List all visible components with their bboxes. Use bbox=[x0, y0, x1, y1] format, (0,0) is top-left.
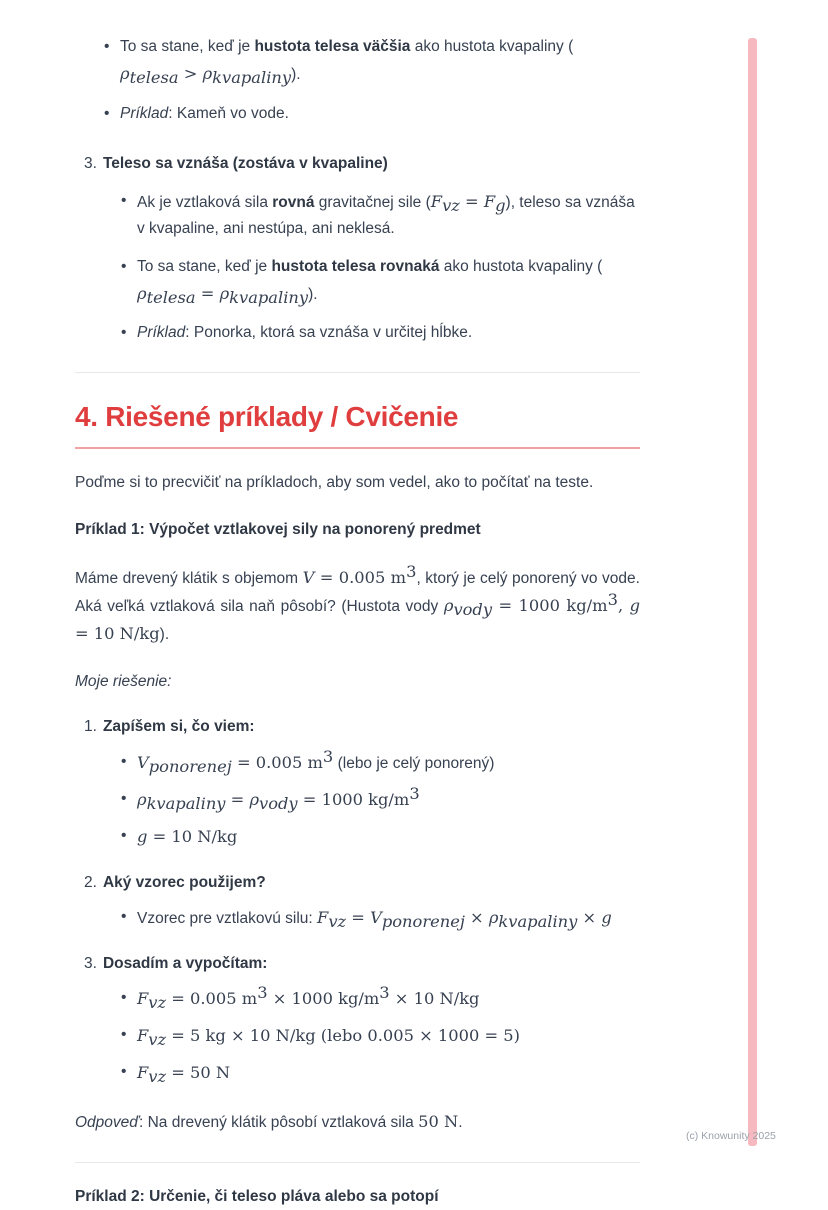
text-segment: , ktorý je celý ponorený vo vode. Aká veľká vztlaková sila naň pôsobí? (Hustota vody bbox=[75, 570, 640, 616]
list-item bbox=[120, 823, 640, 851]
text-segment: Príklad bbox=[137, 324, 186, 342]
list-item bbox=[120, 746, 640, 777]
bullet-list-top bbox=[103, 34, 640, 127]
text-segment: = bbox=[346, 907, 371, 927]
text-segment: F bbox=[483, 192, 496, 212]
text-segment: = bbox=[459, 192, 484, 212]
text-segment: : Na drevený klátik pôsobí vztlaková sila bbox=[138, 1113, 419, 1131]
list-item bbox=[120, 254, 640, 308]
text-segment: ρ bbox=[488, 907, 499, 927]
text-segment: ρ bbox=[249, 789, 260, 809]
text-segment: vody bbox=[453, 600, 493, 620]
text-segment: vz bbox=[148, 1066, 167, 1086]
example1-problem bbox=[75, 564, 640, 648]
text-segment: ponorenej bbox=[381, 911, 465, 931]
text-segment: g bbox=[495, 196, 506, 216]
text-segment: F bbox=[137, 988, 149, 1008]
step-number: 1. bbox=[84, 718, 97, 736]
text-segment: To sa stane, keď je bbox=[137, 258, 272, 276]
step-title bbox=[84, 870, 640, 896]
text-segment: ako hustota kvapaliny ( bbox=[439, 258, 603, 276]
step-number: 3. bbox=[84, 954, 97, 972]
text-segment: g bbox=[629, 596, 640, 616]
list-item bbox=[120, 904, 640, 932]
text-segment: hustota telesa rovnaká bbox=[271, 258, 440, 276]
text-segment: : Kameň vo vode. bbox=[168, 105, 289, 123]
bullet-list-item3 bbox=[120, 188, 640, 346]
list-item-text bbox=[137, 907, 612, 931]
bullet-marker: • bbox=[121, 258, 127, 276]
step-title bbox=[84, 714, 640, 740]
text-segment: kvapaliny bbox=[498, 911, 578, 931]
text-segment: ρ bbox=[202, 64, 213, 84]
list-item-text bbox=[137, 324, 472, 341]
text-segment: V bbox=[302, 568, 315, 588]
text-segment: ). bbox=[291, 66, 301, 84]
list-item bbox=[120, 1059, 640, 1087]
text-segment: vody bbox=[259, 793, 298, 813]
step-bullets bbox=[120, 982, 640, 1087]
numbered-item-3 bbox=[84, 151, 640, 346]
text-segment: ρ bbox=[137, 284, 147, 304]
text-segment: = 50 N bbox=[166, 1062, 231, 1082]
step-bullets bbox=[120, 904, 640, 932]
bullet-marker: • bbox=[121, 826, 127, 844]
list-item bbox=[103, 101, 640, 127]
list-item-text bbox=[137, 1062, 231, 1086]
page-accent-bar bbox=[748, 38, 757, 1146]
text-segment: V bbox=[370, 907, 382, 927]
numbered-item-title bbox=[84, 151, 640, 177]
text-segment: = 0.005 m bbox=[166, 988, 258, 1008]
text-segment: = 10 N/kg bbox=[147, 826, 238, 846]
bullet-marker: • bbox=[121, 907, 127, 925]
text-segment: Príklad bbox=[120, 105, 169, 123]
text-segment: vz bbox=[148, 1029, 167, 1049]
list-item-text bbox=[137, 826, 238, 846]
section-divider bbox=[75, 1162, 640, 1163]
text-segment: 3 bbox=[607, 590, 618, 610]
text-segment: 3 bbox=[379, 982, 390, 1002]
text-segment: 3 bbox=[257, 982, 268, 1002]
list-item-text bbox=[120, 105, 289, 122]
text-segment: ), teleso sa vznáša v kvapaline, ani nestúpa, ani neklesá. bbox=[137, 194, 635, 238]
watermark: (c) Knowunity 2025 bbox=[686, 1130, 776, 1142]
text-segment: Ak je vztlaková sila bbox=[137, 194, 273, 212]
text-segment: vz bbox=[328, 911, 347, 931]
text-segment: × 1000 kg/m bbox=[267, 988, 380, 1008]
text-segment: 3 bbox=[409, 783, 420, 803]
answer-paragraph bbox=[75, 1108, 640, 1136]
text-segment: kvapaliny bbox=[146, 793, 226, 813]
section-heading: 4. Riešené príklady / Cvičenie bbox=[75, 399, 640, 449]
solution-label: Moje riešenie: bbox=[75, 673, 172, 691]
bullet-marker: • bbox=[121, 1062, 127, 1080]
text-segment: 3 bbox=[406, 562, 417, 582]
bullet-marker: • bbox=[121, 1025, 127, 1043]
step-title-text: Dosadím a vypočítam: bbox=[102, 954, 268, 972]
text-segment: vz bbox=[442, 196, 460, 216]
text-segment: > bbox=[178, 64, 203, 84]
step-2 bbox=[84, 870, 640, 932]
text-segment: = 10 N/kg bbox=[75, 624, 160, 644]
text-segment: , bbox=[617, 596, 630, 616]
text-segment: g bbox=[137, 826, 148, 846]
text-segment: F bbox=[317, 907, 329, 927]
intro-paragraph: Poďme si to precvičiť na príkladoch, aby som vedel, ako to počítať na teste. bbox=[75, 474, 594, 492]
text-segment: ako hustota kvapaliny ( bbox=[410, 38, 574, 55]
bullet-marker: • bbox=[121, 988, 127, 1006]
text-segment: = 5 kg × 10 N/kg (lebo 0.005 × 1000 = 5) bbox=[166, 1025, 520, 1045]
step-number: 2. bbox=[84, 873, 97, 891]
text-segment: F bbox=[137, 1025, 149, 1045]
list-item bbox=[120, 320, 640, 346]
text-segment: gravitačnej sile ( bbox=[314, 194, 431, 212]
list-item-text bbox=[137, 783, 420, 813]
text-segment: Vzorec pre vztlakovú silu: bbox=[137, 909, 318, 927]
text-segment: vz bbox=[148, 992, 167, 1012]
text-segment: = 1000 kg/m bbox=[297, 789, 410, 809]
text-segment: Odpoveď bbox=[75, 1113, 139, 1131]
text-segment: Máme drevený klátik s objemom bbox=[75, 570, 303, 588]
text-segment: V bbox=[137, 752, 149, 772]
text-segment: : Ponorka, ktorá sa vznáša v určitej hĺbke. bbox=[185, 324, 473, 342]
text-segment: ρ bbox=[120, 64, 130, 84]
list-item-text bbox=[137, 194, 635, 237]
bullet-marker: • bbox=[121, 752, 127, 770]
text-segment: kvapaliny bbox=[212, 68, 292, 88]
text-segment: rovná bbox=[272, 194, 315, 212]
text-segment: × bbox=[577, 907, 602, 927]
text-segment: ρ bbox=[137, 789, 147, 809]
bullet-marker: • bbox=[121, 192, 127, 210]
text-segment: To sa stane, keď je bbox=[120, 38, 255, 55]
item-title-text: Teleso sa vznáša (zostáva v kvapaline) bbox=[102, 155, 388, 173]
list-item-text bbox=[137, 982, 480, 1012]
example1-title: Príklad 1: Výpočet vztlakovej sily na ponorený predmet bbox=[75, 521, 481, 539]
text-segment: F bbox=[430, 192, 443, 212]
bullet-marker: • bbox=[104, 105, 110, 123]
step-title-text: Aký vzorec použijem? bbox=[102, 873, 266, 891]
text-segment: ponorenej bbox=[148, 756, 232, 776]
bullet-marker: • bbox=[104, 38, 110, 55]
text-segment: 50 N bbox=[418, 1111, 459, 1131]
list-item bbox=[120, 982, 640, 1013]
text-segment: ). bbox=[159, 626, 170, 644]
text-segment: = 0.005 m bbox=[314, 568, 407, 588]
text-segment: ρ bbox=[443, 596, 454, 616]
text-segment: × 10 N/kg bbox=[389, 988, 480, 1008]
step-title bbox=[84, 951, 640, 977]
section-divider bbox=[75, 372, 640, 373]
text-segment: telesa bbox=[129, 68, 179, 88]
step-3 bbox=[84, 951, 640, 1087]
text-segment: (lebo je celý ponorený) bbox=[333, 754, 495, 772]
list-item-text bbox=[137, 258, 603, 308]
list-item bbox=[103, 34, 640, 88]
list-item bbox=[120, 783, 640, 814]
list-item bbox=[120, 1022, 640, 1050]
text-segment: = 0.005 m bbox=[231, 752, 323, 772]
list-item-text bbox=[137, 746, 495, 776]
text-segment: = 1000 kg/m bbox=[492, 596, 608, 616]
list-item-text bbox=[120, 38, 574, 88]
text-segment: = bbox=[225, 789, 250, 809]
item-number: 3. bbox=[84, 155, 97, 173]
bullet-marker: • bbox=[121, 789, 127, 807]
text-segment: × bbox=[464, 907, 489, 927]
step-1 bbox=[84, 714, 640, 850]
text-segment: telesa bbox=[146, 288, 196, 308]
text-segment: kvapaliny bbox=[229, 288, 309, 308]
text-segment: g bbox=[601, 907, 612, 927]
list-item-text bbox=[137, 1025, 520, 1049]
text-segment: F bbox=[137, 1062, 149, 1082]
bullet-marker: • bbox=[121, 324, 127, 342]
solution-steps bbox=[75, 714, 640, 1086]
list-item bbox=[120, 188, 640, 242]
step-bullets bbox=[120, 746, 640, 851]
step-title-text: Zapíšem si, čo viem: bbox=[102, 718, 255, 736]
text-segment: 3 bbox=[322, 746, 334, 766]
text-segment: ρ bbox=[219, 284, 230, 304]
example2-title: Príklad 2: Určenie, či teleso pláva alebo sa potopí bbox=[75, 1187, 439, 1205]
text-segment: = bbox=[195, 284, 220, 304]
text-segment: ). bbox=[308, 286, 318, 304]
text-segment: hustota telesa väčšia bbox=[254, 38, 411, 55]
text-segment: . bbox=[458, 1113, 463, 1131]
